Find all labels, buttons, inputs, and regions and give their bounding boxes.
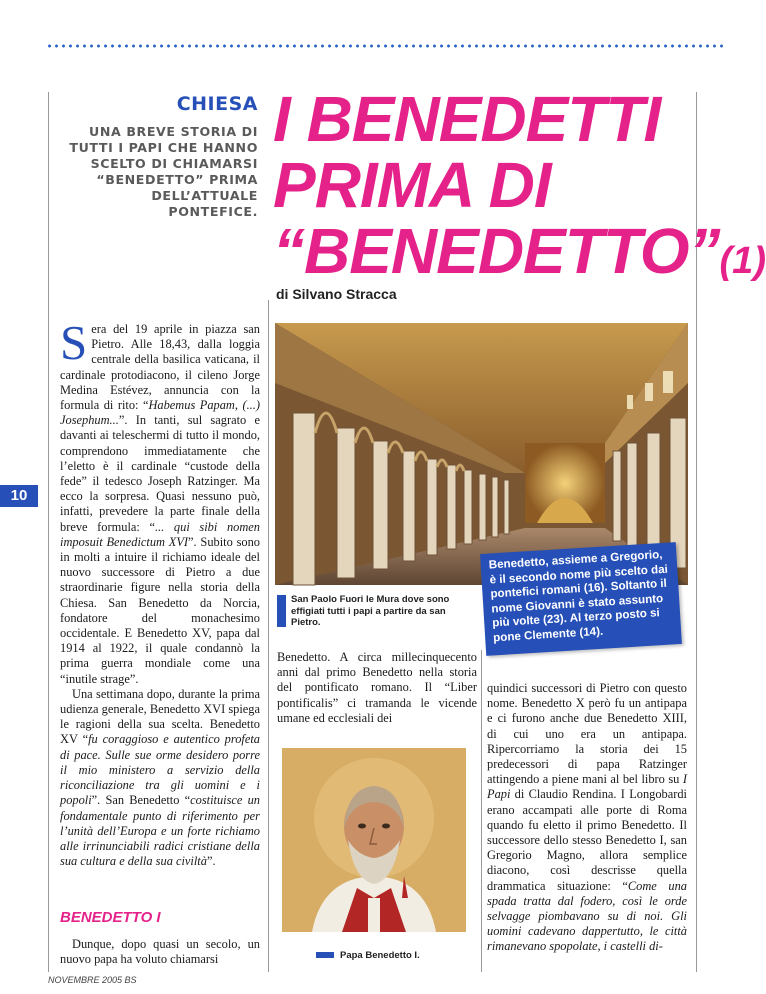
article-deck: UNA BREVE STORIA DI TUTTI I PAPI CHE HANNO SCELTO DI CHIAMARSI “BENEDETTO” PRIMA DELL’ATTUALE PONTEFICE.	[69, 124, 258, 219]
text-run: di Claudio Rendina. I Longobardi erano accampati alle porte di Roma quando fu eletto il primo Benedetto. Il successore dello stesso Benedetto I, san Gregorio Magno, allora semplice diacono, così descrisse quella drammatica situazione: “	[487, 787, 687, 893]
body-column-2: Benedetto. A circa millecinquecento anni dal primo Benedetto nella storia del pontificato romano. Il “Liber pontificalis” ci tramanda le vicende umane ed ecclesiali dei	[277, 650, 477, 725]
text-run: ”. Subito sono in molti a intuire il richiamo ideale del nuovo successore di Pietro a due straordinarie figure nella storia della Chiesa. San Benedetto da Norcia, fondatore del monachesimo occidentale. E Benedetto XV, papa dal 1914 al 1922, il quale condannò la prima guerra mondiale come una “inutile strage”.	[60, 534, 260, 686]
text-run-italic: Come una spada tratta dal fodero, così le orde selvagge piombavano su di noi. Gli uomini cadevano dappertutto, le città rimanevano spopolate, i castelli di-	[487, 878, 687, 954]
headline-part-number: (1)	[719, 240, 766, 282]
pope-illustration	[282, 748, 466, 932]
page-number: 10	[0, 485, 38, 507]
text-run: Una settimana dopo, durante la prima udienza generale, Benedetto XVI spiega le ragioni della sua scelta. Benedetto XV “	[60, 686, 260, 747]
column-rule-left	[48, 92, 49, 972]
text-run: ”. San Benedetto “	[91, 793, 191, 808]
text-run: quindici successori di Pietro con questo nome. Benedetto X però fu un antipapa e ci furono anche due Benedetto XIII, di cui uno era un antipapa. Ripercorriamo la storia dei 15 predecessori di papa Ratzinger attingendo a piene mani al bel libro su	[487, 681, 687, 787]
text-run-italic: I Papi	[487, 772, 687, 802]
portrait-caption-text: Papa Benedetto I.	[340, 950, 420, 961]
headline	[273, 83, 766, 294]
body-column-1	[60, 315, 260, 869]
text-run-italic: ... qui sibi nomen imposuit Benedictum XVI	[60, 519, 260, 549]
caption-marker	[316, 952, 334, 958]
footer-issue: NOVEMBRE 2005 BS	[48, 975, 137, 985]
portrait-caption	[316, 950, 420, 961]
drop-cap: S	[60, 315, 88, 370]
paragraph-1	[60, 315, 260, 687]
pope-portrait	[282, 748, 466, 932]
top-dotted-rule	[46, 44, 725, 48]
text-run-italic: fu coraggioso e autentico profeta di pace. Sulle sue orme desidero porre il mio ministero a servizio della riconciliazione tra gli uomini e i popoli	[60, 732, 260, 808]
text-run: ”. In tanti, sul sagrato e davanti ai teleschermi di tutto il mondo, comprendono immediatamente che l’eletto è il cardinale “custode della fede” il tedesco Joseph Ratzinger. Ma ecco la sorpresa. Quasi nessuno può, infatti, prevedere la parte finale della breve formula: “	[60, 413, 260, 534]
byline: di Silvano Stracca	[276, 286, 397, 302]
text-run-italic: costituisce un fondamentale punto di riferimento per l’unità dell’Europa e un forte richiamo alle irrinunciabili radici cristiane della sua cultura e della sua civiltà	[60, 793, 260, 869]
headline-line-3	[273, 215, 766, 294]
text-run: era del 19 aprile in piazza san Pietro. Alle 18,43, dalla loggia centrale della basilica vaticana, il cardinale protodiacono, il cileno Jorge Medina Estévez, annuncia con la formula di rito: “	[60, 322, 260, 413]
body-column-3	[487, 681, 687, 955]
subhead: BENEDETTO I	[60, 909, 161, 926]
photo-caption	[277, 594, 477, 629]
body-column-1-continued: Dunque, dopo quasi un secolo, un nuovo papa ha voluto chiamarsi	[60, 937, 260, 967]
paragraph-2	[60, 687, 260, 869]
column-rule-right	[481, 650, 482, 972]
photo-caption-text: San Paolo Fuori le Mura dove sono effigiati tutti i papi a partire da san Pietro.	[291, 594, 450, 628]
callout-box: Benedetto, assieme a Gregorio, è il secondo nome più scelto dai pontefici romani (16). Soltanto il nome Giovanni è stato assunto più volte (23). Al terzo posto si pone Clemente (14).	[480, 542, 682, 656]
headline-line-2: PRIMA DI	[273, 149, 551, 221]
headline-line-1: I BENEDETTI	[273, 83, 661, 155]
text-run-italic: Habemus Papam, (...) Josephum...	[60, 398, 260, 428]
headline-line-3-text: “BENEDETTO”	[273, 215, 720, 287]
caption-marker	[277, 595, 286, 627]
text-run: ”.	[206, 854, 216, 869]
column-rule-mid	[268, 300, 269, 972]
section-label: CHIESA	[176, 93, 258, 115]
